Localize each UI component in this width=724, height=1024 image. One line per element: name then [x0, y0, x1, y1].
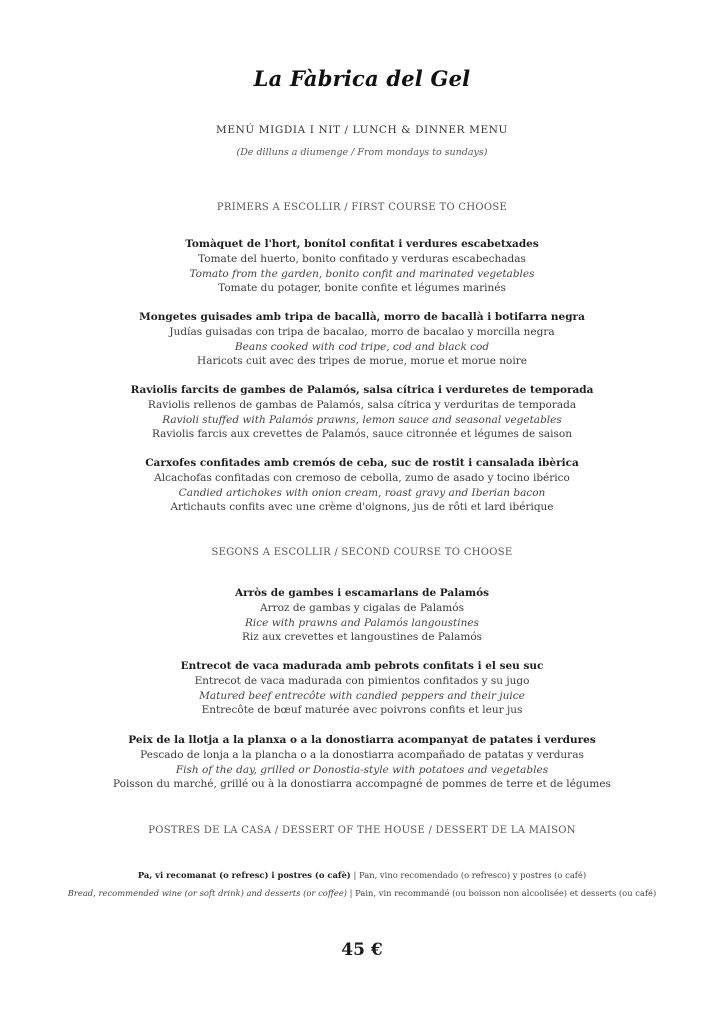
second-course-dish — [0, 586, 724, 645]
dish-name-spanish: Raviolis rellenos de gambas de Palamós, salsa cítrica y verduritas de temporada — [147, 398, 577, 411]
restaurant-logo: La Fàbrica del Gel — [253, 66, 471, 91]
dish-name-english: Fish of the day, grilled or Donostia-style with potatoes and vegetables — [175, 763, 549, 776]
separator: | — [346, 888, 356, 898]
first-course-dish — [0, 310, 724, 369]
dish-name-catalan: Mongetes guisades amb tripa de bacallà, morro de bacallà i botifarra negra — [139, 311, 585, 323]
dish-name-english: Rice with prawns and Palamós langoustines — [245, 616, 479, 629]
dish-name-english: Candied artichokes with onion cream, roast gravy and Iberian bacon — [178, 486, 546, 499]
dish-name-spanish: Entrecot de vaca madurada con pimientos confitados y su jugo — [194, 674, 530, 687]
includes-line-english-french — [0, 884, 724, 902]
dish-name-spanish: Pescado de lonja a la plancha o a la donostiarra acompañado de patatas y verduras — [140, 748, 584, 761]
dish-name-french: Haricots cuit avec des tripes de morue, morue et morue noire — [197, 355, 527, 368]
includes-french: Pain, vin recommandé (ou boisson non alcoolisée) et desserts (ou café) — [355, 888, 657, 898]
separator: | — [350, 870, 359, 880]
menu-price: 45 € — [341, 940, 383, 960]
dish-name-english: Tomato from the garden, bonito confit and marinated vegetables — [189, 267, 535, 280]
dish-name-french: Artichauts confits avec une crème d'oignons, jus de rôti et lard ibérique — [170, 501, 554, 514]
dish-name-english: Ravioli stuffed with Palamós prawns, lemon sauce and seasonal vegetables — [162, 413, 562, 426]
includes-catalan: Pa, vi recomanat (o refresc) i postres (o cafè) — [137, 870, 351, 880]
menu-title: MENÚ MIGDIA I NIT / LUNCH & DINNER MENU — [216, 124, 508, 136]
first-course-heading: PRIMERS A ESCOLLIR / FIRST COURSE TO CHOOSE — [216, 202, 508, 213]
dish-name-french: Entrecôte de bœuf maturée avec poivrons confits et leur jus — [201, 704, 523, 717]
includes-line-catalan-spanish — [0, 866, 724, 884]
dish-name-spanish: Arroz de gambas y cigalas de Palamós — [260, 601, 464, 614]
dish-name-french: Raviolis farcis aux crevettes de Palamós, sauce citronnée et légumes de saison — [151, 428, 572, 441]
first-course-dish — [0, 383, 724, 442]
dish-name-catalan: Entrecot de vaca madurada amb pebrots confitats i el seu suc — [180, 660, 544, 672]
dish-name-english: Beans cooked with cod tripe, cod and black cod — [234, 340, 490, 353]
first-course-dish — [0, 456, 724, 515]
second-course-dish — [0, 659, 724, 718]
menu-subtitle: (De dilluns a diumenge / From mondays to sundays) — [236, 147, 488, 158]
includes-english: Bread, recommended wine (or soft drink) and desserts (or coffee) — [67, 888, 347, 898]
dish-name-french: Riz aux crevettes et langoustines de Palamós — [241, 631, 483, 644]
first-course-dish — [0, 237, 724, 296]
dish-name-catalan: Tomàquet de l'hort, bonítol confitat i verdures escabetxades — [185, 238, 539, 250]
dish-name-french: Poisson du marché, grillé ou à la donostiarra accompagné de pommes de terre et de légumes — [113, 778, 611, 791]
dish-name-spanish: Tomate del huerto, bonito confitado y verduras escabechadas — [198, 252, 526, 265]
dish-name-spanish: Judías guisadas con tripa de bacalao, morro de bacalao y morcilla negra — [169, 325, 555, 338]
dish-name-spanish: Alcachofas confitadas con cremoso de cebolla, zumo de asado y tocino ibérico — [154, 471, 570, 484]
dish-name-english: Matured beef entrecôte with candied peppers and their juice — [199, 689, 525, 702]
menu-includes-note — [0, 866, 724, 902]
dish-name-catalan: Arròs de gambes i escamarlans de Palamós — [234, 587, 490, 599]
dish-name-catalan: Carxofes confitades amb cremós de ceba, suc de rostit i cansalada ibèrica — [145, 457, 579, 469]
dessert-heading: POSTRES DE LA CASA / DESSERT OF THE HOUSE / DESSERT DE LA MAISON — [148, 825, 576, 836]
second-course-heading: SEGONS A ESCOLLIR / SECOND COURSE TO CHOOSE — [211, 547, 513, 558]
dish-name-catalan: Raviolis farcits de gambes de Palamós, salsa cítrica i verduretes de temporada — [130, 384, 594, 396]
includes-spanish: Pan, vino recomendado (o refresco) y postres (o café) — [358, 870, 587, 880]
second-course-dish — [0, 733, 724, 792]
dish-name-catalan: Peix de la llotja a la planxa o a la donostiarra acompanyat de patates i verdures — [128, 734, 596, 746]
dish-name-french: Tomate du potager, bonite confite et légumes marinés — [218, 282, 506, 295]
